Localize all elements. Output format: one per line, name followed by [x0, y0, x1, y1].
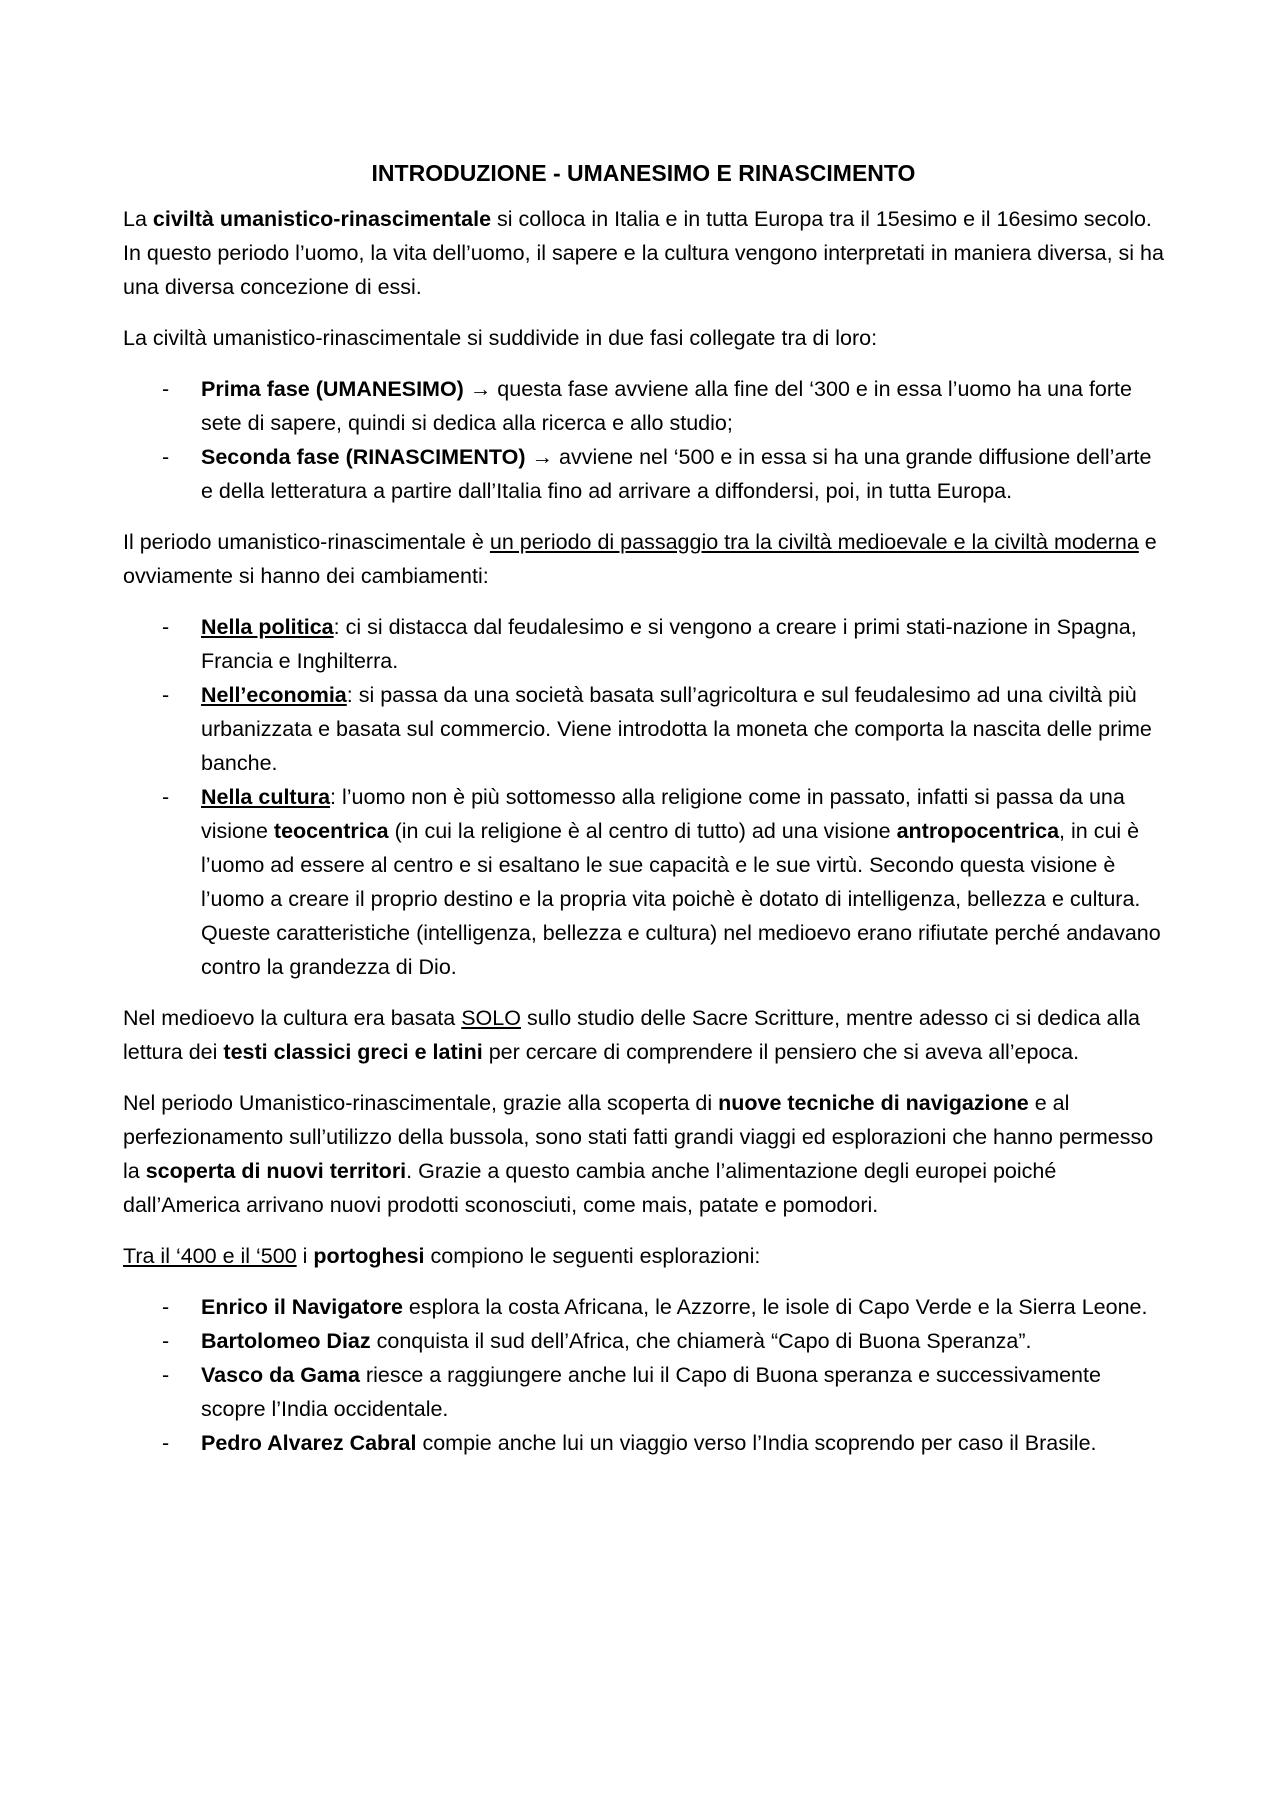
phase-label: Seconda fase (RINASCIMENTO)	[201, 445, 526, 469]
text-run: compiono le seguenti esplorazioni:	[424, 1244, 761, 1268]
text-run: e ovviamente si hanno dei cambiamenti:	[123, 530, 1157, 588]
explorer-name: Pedro Alvarez Cabral	[201, 1431, 417, 1455]
bullet-dash: -	[162, 1431, 170, 1455]
explorer-name: Enrico il Navigatore	[201, 1295, 403, 1319]
list-item	[123, 440, 1164, 508]
bullet-dash: -	[162, 1363, 170, 1387]
phase-text: → avviene nel ‘500 e in essa si ha una grande diffusione dell’arte e della letteratura a partire dall’Italia fino ad arrivare a diffondersi, poi, in tutta Europa.	[201, 445, 1152, 503]
bold-term: teocentrica	[273, 819, 389, 843]
list-item	[123, 1426, 1164, 1460]
list-item	[123, 780, 1164, 984]
text-run: . Grazie a questo cambia anche l’alimentazione degli europei poiché dall’America arrivano nuovi prodotti sconosciuti, come mais, patate e pomodori.	[123, 1159, 1057, 1217]
bullet-dash: -	[162, 785, 170, 809]
list-item	[123, 372, 1164, 440]
underlined-text: SOLO	[461, 1006, 521, 1030]
explorer-name: Bartolomeo Diaz	[201, 1329, 371, 1353]
text-run: La	[123, 207, 153, 231]
explorers-list	[123, 1290, 1164, 1460]
list-item	[123, 610, 1164, 678]
bold-term: nuove tecniche di navigazione	[718, 1091, 1029, 1115]
change-label: Nella politica	[201, 615, 334, 639]
page-title: INTRODUZIONE - UMANESIMO E RINASCIMENTO	[371, 160, 916, 186]
transition-paragraph	[123, 525, 1164, 593]
bullet-dash: -	[162, 1295, 170, 1319]
text-run: per cercare di comprendere il pensiero che si aveva all’epoca.	[482, 1040, 1080, 1064]
change-text: : l’uomo non è più sottomesso alla religione come in passato, infatti si passa da una visione	[201, 785, 1125, 843]
navigation-paragraph	[123, 1086, 1164, 1222]
change-text: : ci si distacca dal feudalesimo e si vengono a creare i primi stati-nazione in Spagna, Francia e Inghilterra.	[201, 615, 1137, 673]
explorer-text: conquista il sud dell’Africa, che chiamerà “Capo di Buona Speranza”.	[370, 1329, 1032, 1353]
underlined-text: un periodo di passaggio tra la civiltà medioevale e la civiltà moderna	[489, 530, 1139, 554]
phase-label: Prima fase (UMANESIMO)	[201, 377, 464, 401]
explorer-name: Vasco da Gama	[201, 1363, 360, 1387]
change-label: Nella cultura	[201, 785, 331, 809]
text-run: e al perfezionamento sull’utilizzo della bussola, sono stati fatti grandi viaggi ed esplorazioni che hanno permesso la	[123, 1091, 1154, 1183]
bullet-dash: -	[162, 445, 170, 469]
change-label: Nell’economia	[201, 683, 347, 707]
intro-paragraph	[123, 202, 1164, 304]
changes-list	[123, 610, 1164, 984]
text-run: Nel medioevo la cultura era basata	[123, 1006, 462, 1030]
list-item	[123, 1324, 1164, 1358]
phases-intro-paragraph: La civiltà umanistico-rinascimentale si suddivide in due fasi collegate tra di loro:	[123, 326, 878, 350]
bullet-dash: -	[162, 683, 170, 707]
bold-term: testi classici greci e latini	[223, 1040, 483, 1064]
medieval-culture-paragraph	[123, 1001, 1164, 1069]
underlined-text: Tra il ‘400 e il ‘500	[123, 1244, 297, 1268]
list-item	[123, 678, 1164, 780]
list-item	[123, 1358, 1164, 1426]
explorer-text: esplora la costa Africana, le Azzorre, le isole di Capo Verde e la Sierra Leone.	[402, 1295, 1148, 1319]
phases-list	[123, 372, 1164, 508]
text-run: Nel periodo Umanistico-rinascimentale, grazie alla scoperta di	[123, 1091, 719, 1115]
list-item	[123, 1290, 1164, 1324]
text-run: Il periodo umanistico-rinascimentale è	[123, 530, 490, 554]
phase-text: → questa fase avviene alla fine del ‘300 e in essa l’uomo ha una forte sete di sapere, quindi si dedica alla ricerca e allo studio;	[201, 377, 1132, 435]
text-run: i	[296, 1244, 314, 1268]
change-text: : si passa da una società basata sull’agricoltura e sul feudalesimo ad una civiltà più urbanizzata e basata sul commercio. Viene introdotta la moneta che comporta la nascita delle prime banche.	[201, 683, 1152, 775]
bullet-dash: -	[162, 1329, 170, 1353]
explorations-intro-paragraph	[123, 1239, 1164, 1273]
text-run: sullo studio delle Sacre Scritture, mentre adesso ci si dedica alla lettura dei	[123, 1006, 1140, 1064]
bullet-dash: -	[162, 377, 170, 401]
change-text: (in cui la religione è al centro di tutto) ad una visione	[388, 819, 897, 843]
explorer-text: compie anche lui un viaggio verso l’India scoprendo per caso il Brasile.	[416, 1431, 1097, 1455]
explorer-text: riesce a raggiungere anche lui il Capo di Buona speranza e successivamente scopre l’India occidentale.	[201, 1363, 1101, 1421]
change-text: , in cui è l’uomo ad essere al centro e si esaltano le sue capacità e le sue virtù. Secondo questa visione è l’uomo a creare il proprio destino e la propria vita poichè è dotato di intelligenza, bellezza e cultura. Queste caratteristiche (intelligenza, bellezza e cultura) nel medioevo erano rifiutate perché andavano contro la grandezza di Dio.	[201, 819, 1161, 979]
bold-term: antropocentrica	[896, 819, 1060, 843]
bullet-dash: -	[162, 615, 170, 639]
bold-term: scoperta di nuovi territori	[145, 1159, 407, 1183]
text-run: si colloca in Italia e in tutta Europa tra il 15esimo e il 16esimo secolo. In questo periodo l’uomo, la vita dell’uomo, il sapere e la cultura vengono interpretati in maniera diversa, si ha una diversa concezione di essi.	[123, 207, 1164, 299]
bold-term: portoghesi	[313, 1244, 425, 1268]
bold-term: civiltà umanistico-rinascimentale	[152, 207, 492, 231]
